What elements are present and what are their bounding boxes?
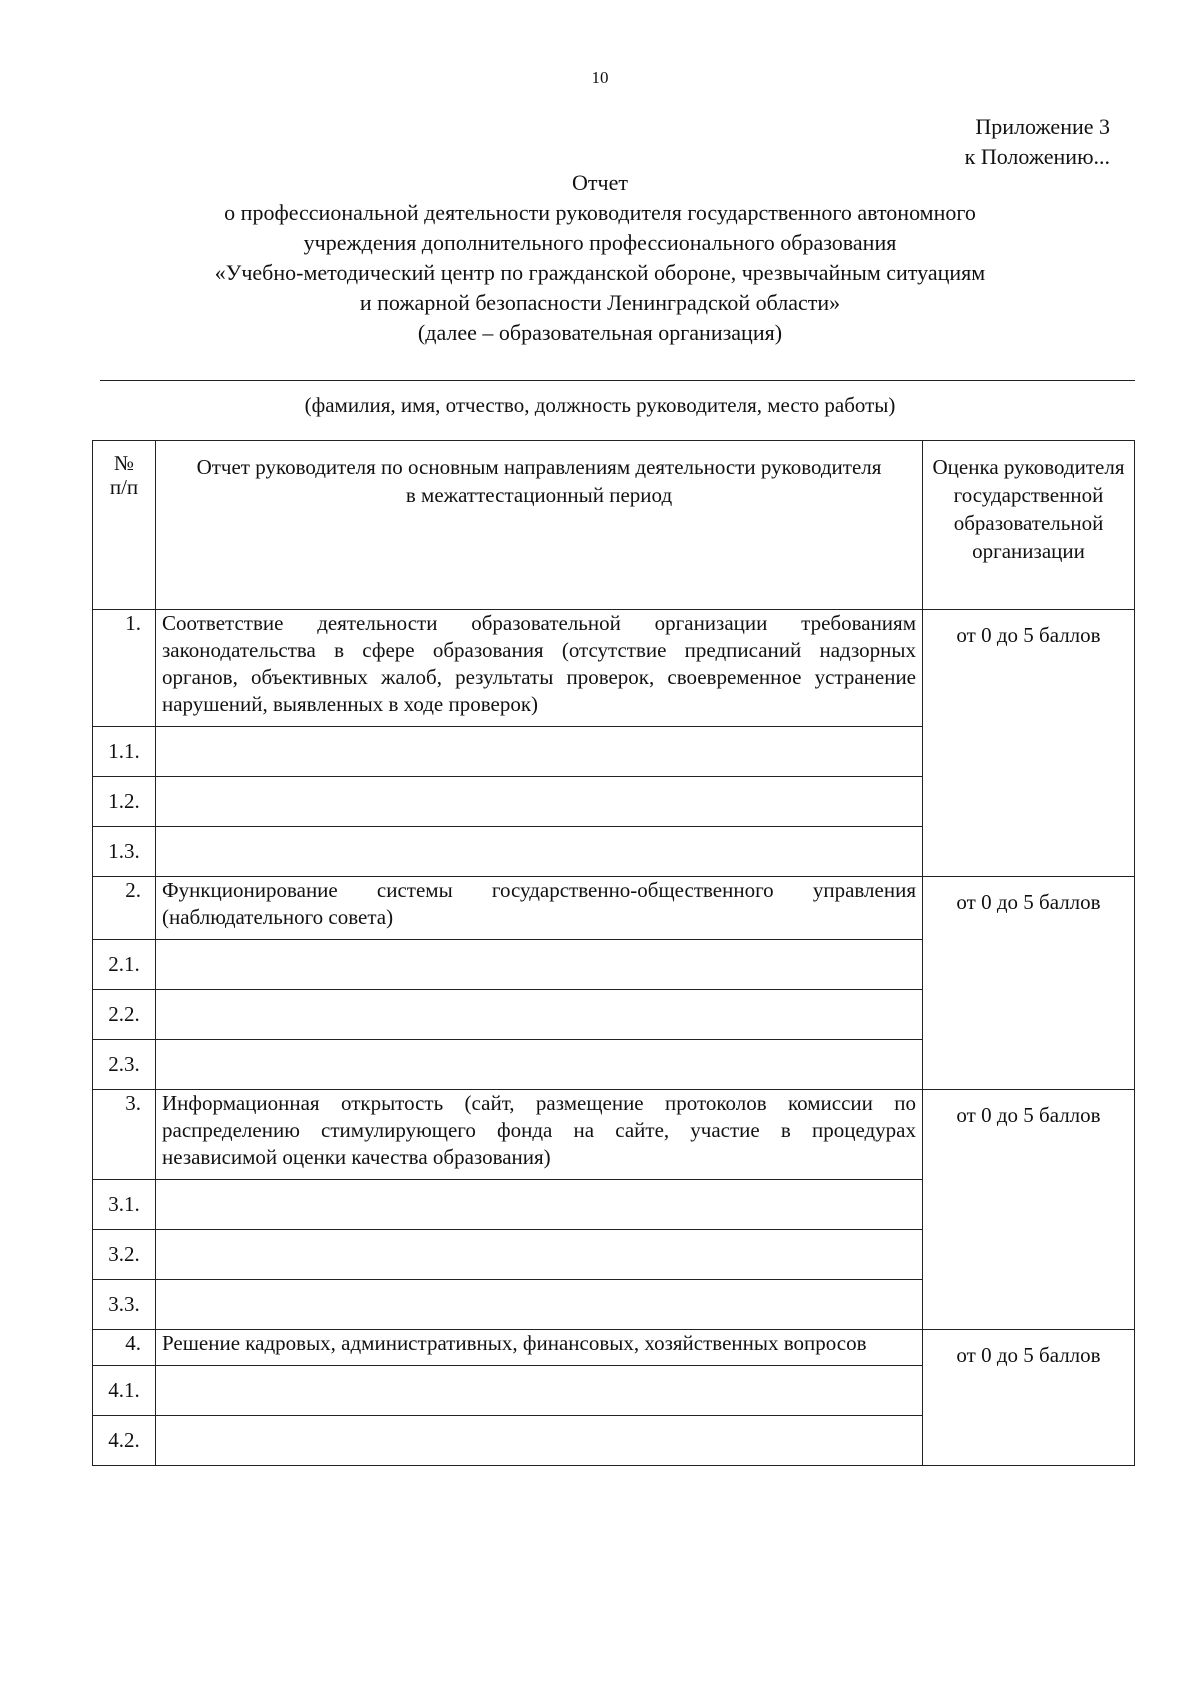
header-score: Оценка руководителя государственной образовательной организации — [932, 455, 1125, 563]
table-header-row — [93, 441, 1135, 610]
section-text: Соответствие деятельности образовательной организации требованиям законодательства в сфере образования (отсутствие предписаний надзорных органов, объективных жалоб, результаты проверок, своевременное устранение нарушений, выявленных в ходе проверок) — [156, 610, 923, 727]
title-line-6: (далее – образовательная организация) — [417, 320, 783, 345]
section-number: 1. — [93, 610, 156, 727]
section-number: 4. — [93, 1330, 156, 1366]
subsection-text-cell[interactable] — [156, 990, 923, 1040]
title-line-5: и пожарной безопасности Ленинградской области» — [359, 290, 841, 315]
subsection-text-cell[interactable] — [156, 1416, 923, 1466]
title-line-2: о профессиональной деятельности руководителя государственного автономного — [224, 200, 976, 225]
fio-caption: (фамилия, имя, отчество, должность руководителя, место работы) — [304, 393, 896, 417]
document-title — [0, 168, 1200, 348]
subsection-number: 3.1. — [93, 1180, 156, 1230]
page-number: 10 — [591, 68, 609, 87]
subsection-number: 2.3. — [93, 1040, 156, 1090]
subsection-text-cell[interactable] — [156, 1280, 923, 1330]
header-num-cell — [93, 441, 156, 610]
section-number: 3. — [93, 1090, 156, 1180]
header-text: Отчет руководителя по основным направлениям деятельности руководителя в межаттестационный период — [196, 455, 882, 507]
section-text: Решение кадровых, административных, финансовых, хозяйственных вопросов — [156, 1330, 923, 1366]
title-line-4: «Учебно-методический центр по гражданской обороне, чрезвычайным ситуациям — [214, 260, 986, 285]
subsection-text-cell[interactable] — [156, 827, 923, 877]
appendix-reference — [965, 112, 1110, 172]
subsection-text-cell[interactable] — [156, 940, 923, 990]
header-num-abbr: п/п — [109, 475, 139, 499]
header-num-symbol: № — [113, 451, 135, 475]
report-table — [92, 440, 1135, 1466]
section-score: от 0 до 5 баллов — [923, 1330, 1135, 1466]
header-score-cell — [923, 441, 1135, 610]
subsection-number: 1.1. — [93, 727, 156, 777]
fio-fill-line — [100, 380, 1135, 381]
section-text: Функционирование системы государственно-общественного управления (наблюдательного совета) — [156, 877, 923, 940]
section-number: 2. — [93, 877, 156, 940]
table-row — [93, 610, 1135, 727]
appendix-line-1: Приложение 3 — [975, 114, 1110, 139]
header-text-cell — [156, 441, 923, 610]
subsection-number: 2.2. — [93, 990, 156, 1040]
subsection-number: 1.3. — [93, 827, 156, 877]
report-table-body — [93, 441, 1135, 1466]
section-score: от 0 до 5 баллов — [923, 1090, 1135, 1330]
section-text: Информационная открытость (сайт, размещение протоколов комиссии по распределению стимулирующего фонда на сайте, участие в процедурах независимой оценки качества образования) — [156, 1090, 923, 1180]
subsection-text-cell[interactable] — [156, 727, 923, 777]
appendix-line-2: к Положению... — [964, 144, 1110, 169]
subsection-number: 2.1. — [93, 940, 156, 990]
table-row — [93, 1330, 1135, 1366]
subsection-text-cell[interactable] — [156, 1366, 923, 1416]
table-row — [93, 877, 1135, 940]
section-score: от 0 до 5 баллов — [923, 610, 1135, 877]
subsection-text-cell[interactable] — [156, 1040, 923, 1090]
subsection-number: 3.3. — [93, 1280, 156, 1330]
title-line-3: учреждения дополнительного профессионального образования — [303, 230, 897, 255]
section-score: от 0 до 5 баллов — [923, 877, 1135, 1090]
title-line-1: Отчет — [572, 170, 628, 195]
subsection-number: 4.1. — [93, 1366, 156, 1416]
subsection-number: 4.2. — [93, 1416, 156, 1466]
subsection-number: 1.2. — [93, 777, 156, 827]
subsection-number: 3.2. — [93, 1230, 156, 1280]
table-row — [93, 1090, 1135, 1180]
subsection-text-cell[interactable] — [156, 1180, 923, 1230]
subsection-text-cell[interactable] — [156, 777, 923, 827]
subsection-text-cell[interactable] — [156, 1230, 923, 1280]
